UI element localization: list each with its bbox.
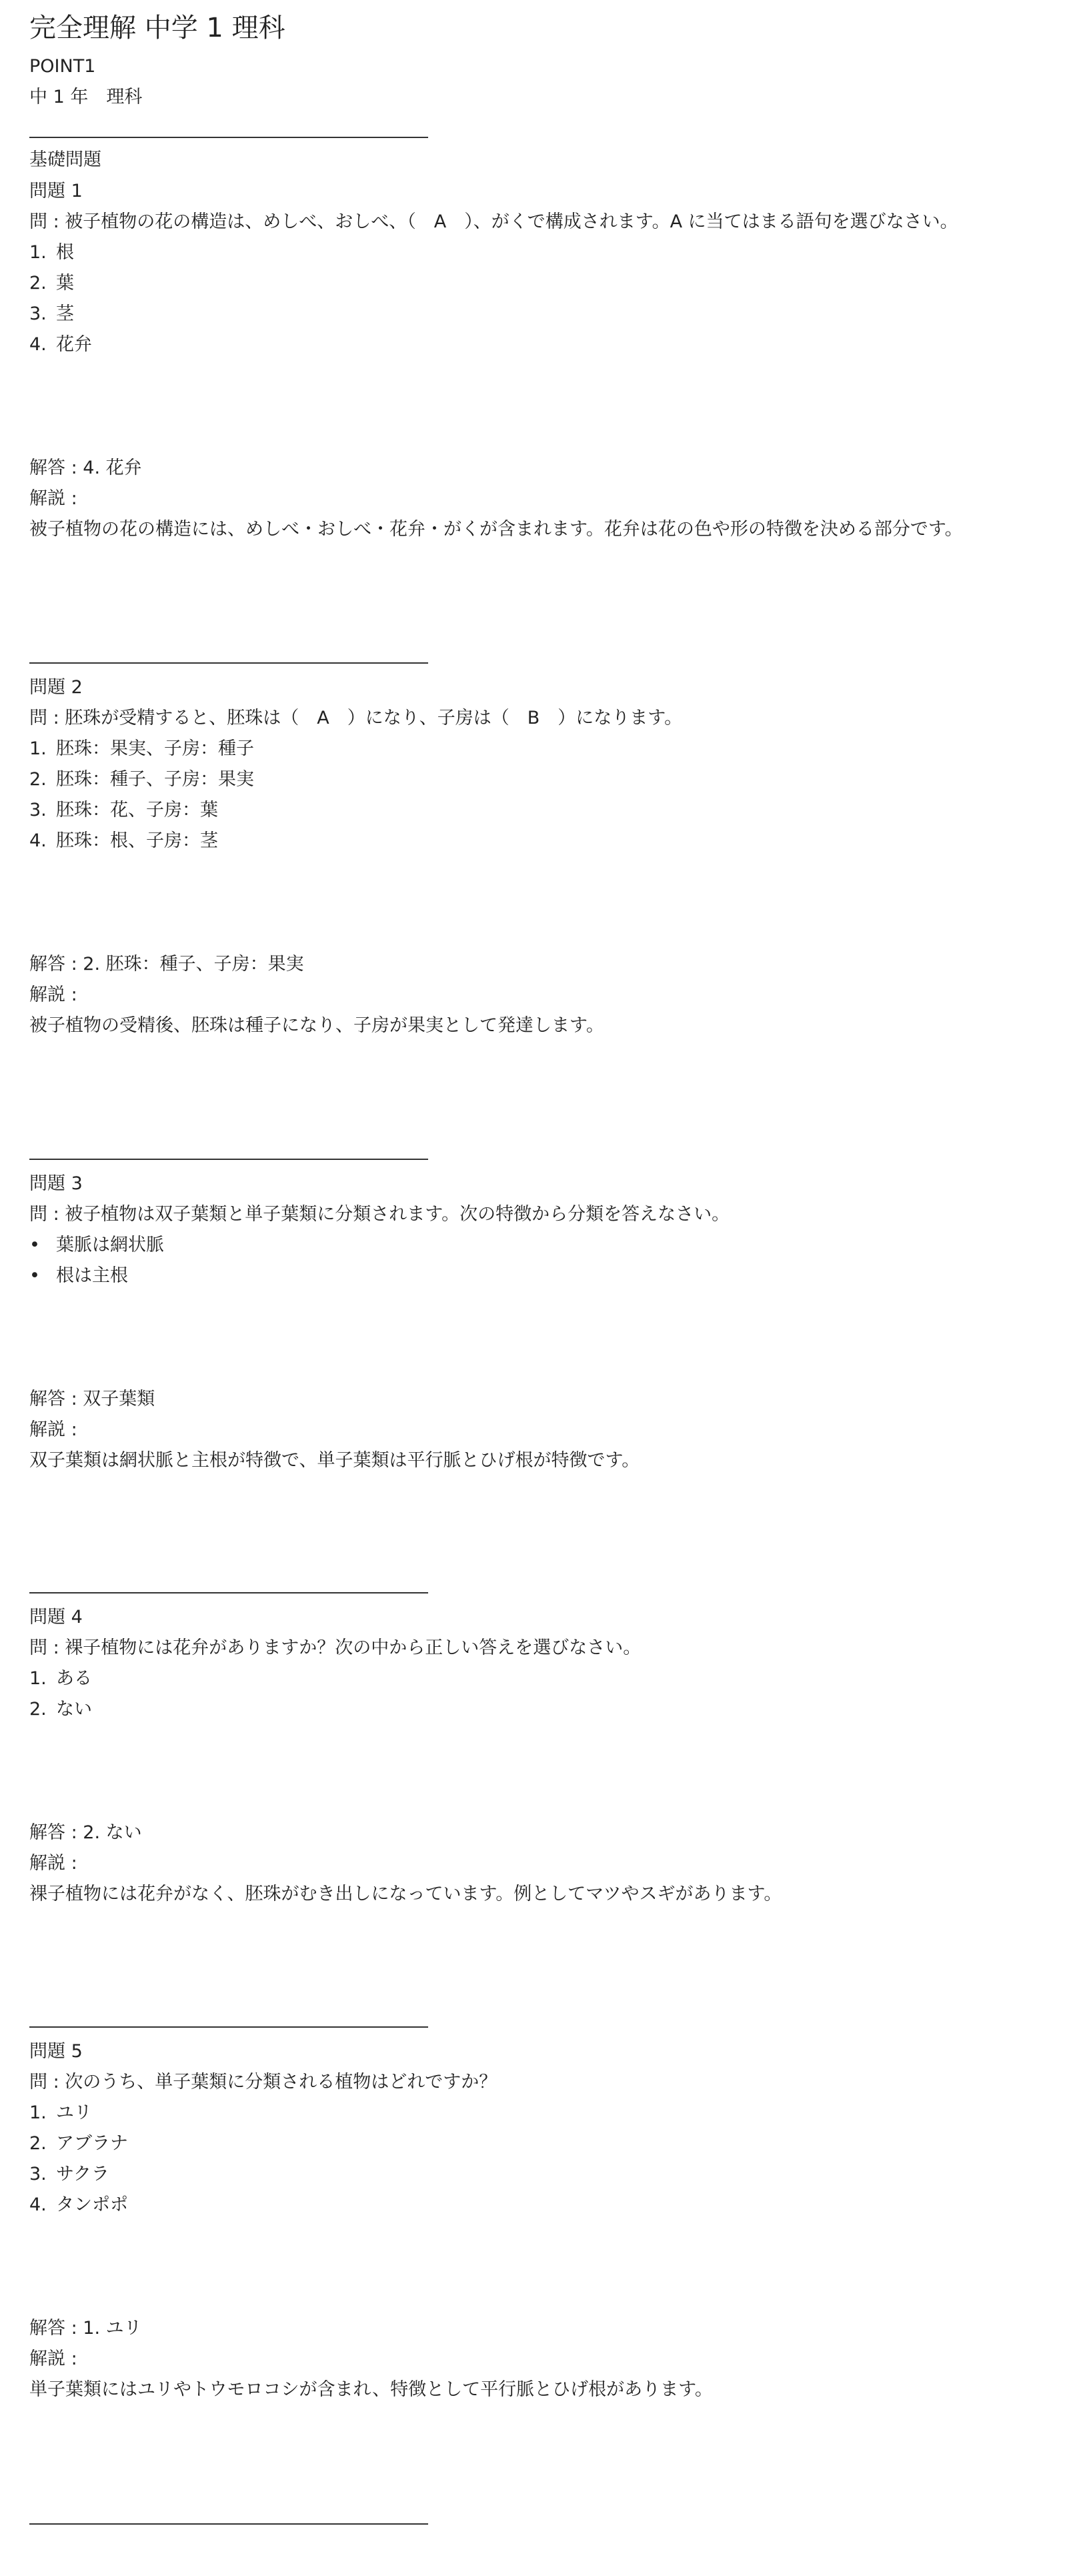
option-text: 胚珠：花、子房：葉: [56, 800, 218, 820]
point-label: POINT1: [29, 56, 96, 77]
answer-text: 解答 : 2. ない: [29, 1822, 142, 1843]
section-heading: 基礎問題: [29, 149, 101, 170]
question-label: 問題 3: [29, 1173, 83, 1194]
option-text: 葉脈は網状脈: [56, 1235, 164, 1255]
option-number: 2.: [29, 273, 47, 293]
spacer: [29, 1291, 1043, 1384]
answer-option: [29, 237, 1043, 268]
option-text: 根は主根: [56, 1265, 128, 1286]
option-number: 3.: [29, 800, 47, 820]
option-number: 4.: [29, 2194, 47, 2215]
option-number: 3.: [29, 303, 47, 324]
page-title: 完全理解 中学 1 理科: [29, 13, 285, 43]
divider: [29, 662, 428, 664]
option-text: ユリ: [56, 2102, 92, 2123]
explanation-label: 解説 :: [29, 1419, 77, 1440]
option-number: 1.: [29, 2102, 47, 2123]
spacer: [29, 360, 1043, 453]
option-text: 茎: [56, 303, 74, 324]
option-number: 2.: [29, 2133, 47, 2154]
question-label: 問題 5: [29, 2041, 83, 2062]
explanation-text: 被子植物の受精後、胚珠は種子になり、子房が果実として発達します。: [29, 1015, 604, 1036]
option-text: ある: [56, 1668, 92, 1689]
option-text: 葉: [56, 273, 74, 293]
answer-text: 解答 : 双子葉類: [29, 1389, 155, 1409]
option-text: アブラナ: [56, 2133, 128, 2154]
answer-option: [29, 268, 1043, 299]
spacer: [29, 2220, 1043, 2313]
explanation-text: 単子葉類にはユリやトウモロコシが含まれ、特徴として平行脈とひげ根があります。: [29, 2379, 713, 2400]
question-text: 問 : 次のうち、単子葉類に分類される植物はどれですか？: [29, 2072, 497, 2092]
question-label: 問題 2: [29, 677, 83, 698]
option-number: 2.: [29, 769, 47, 790]
question-block: [29, 1169, 1043, 1476]
spacer: [29, 1725, 1043, 1818]
explanation-label: 解説 :: [29, 488, 77, 509]
explanation-text: 被子植物の花の構造には、めしべ・おしべ・花弁・がくが含まれます。花弁は花の色や形の特徴を決める部分です。: [29, 519, 963, 540]
question-text: 問 : 被子植物は双子葉類と単子葉類に分類されます。次の特徴から分類を答えなさい。: [29, 1204, 730, 1225]
answer-option: [29, 299, 1043, 330]
divider: [29, 2523, 428, 2525]
question-block: [29, 1602, 1043, 1910]
divider: [29, 1592, 428, 1593]
answer-option: [29, 2128, 1043, 2159]
answer-text: 解答 : 1. ユリ: [29, 2318, 142, 2339]
spacer: [29, 856, 1043, 949]
explanation-label: 解説 :: [29, 985, 77, 1005]
option-text: サクラ: [56, 2164, 109, 2184]
question-label: 問題 4: [29, 1607, 83, 1628]
answer-option: [29, 764, 1043, 795]
answer-option: [29, 795, 1043, 826]
option-text: タンポポ: [56, 2194, 128, 2215]
bullet-marker: •: [29, 1265, 40, 1286]
option-number: 2.: [29, 1699, 47, 1720]
option-text: 胚珠：果実、子房：種子: [56, 738, 254, 759]
answer-option: [29, 734, 1043, 764]
explanation-label: 解説 :: [29, 2349, 77, 2369]
answer-option: [29, 330, 1043, 360]
divider: [29, 1159, 428, 1160]
option-text: 花弁: [56, 334, 92, 355]
divider: [29, 137, 428, 138]
option-number: 3.: [29, 2164, 47, 2184]
option-text: 胚珠：種子、子房：果実: [56, 769, 254, 790]
answer-option: [29, 1664, 1043, 1694]
option-number: 1.: [29, 242, 47, 263]
option-text: ない: [56, 1699, 92, 1720]
answer-option: [29, 2098, 1043, 2128]
option-text: 根: [56, 242, 74, 263]
question-block: [29, 176, 1043, 545]
question-block: [29, 672, 1043, 1041]
question-block: [29, 2036, 1043, 2405]
question-text: 問 : 被子植物の花の構造は、めしべ、おしべ、（ A ）、がくで構成されます。A に当てはまる語句を選びなさい。: [29, 211, 958, 232]
answer-option: [29, 826, 1043, 856]
answer-option: [29, 2159, 1043, 2190]
explanation-text: 双子葉類は網状脈と主根が特徴で、単子葉類は平行脈とひげ根が特徴です。: [29, 1450, 640, 1471]
option-number: 1.: [29, 738, 47, 759]
option-number: 4.: [29, 334, 47, 355]
question-text: 問 : 胚珠が受精すると、胚珠は（ A ）になり、子房は（ B ）になります。: [29, 708, 683, 728]
option-number: 1.: [29, 1668, 47, 1689]
answer-text: 解答 : 4. 花弁: [29, 458, 142, 478]
bullet-item: [29, 1261, 1043, 1291]
explanation-label: 解説 :: [29, 1853, 77, 1874]
answer-option: [29, 2190, 1043, 2220]
divider: [29, 2026, 428, 2028]
answer-text: 解答 : 2. 胚珠：種子、子房：果実: [29, 954, 304, 975]
bullet-marker: •: [29, 1235, 40, 1255]
question-text: 問 : 裸子植物には花弁がありますか？次の中から正しい答えを選びなさい。: [29, 1638, 642, 1658]
question-label: 問題 1: [29, 181, 83, 201]
grade-subject: 中 1 年 理科: [29, 87, 143, 107]
bullet-item: [29, 1230, 1043, 1261]
option-text: 胚珠：根、子房：茎: [56, 830, 218, 851]
explanation-text: 裸子植物には花弁がなく、胚珠がむき出しになっています。例としてマツやスギがあります。: [29, 1884, 782, 1904]
option-number: 4.: [29, 830, 47, 851]
answer-option: [29, 1694, 1043, 1725]
